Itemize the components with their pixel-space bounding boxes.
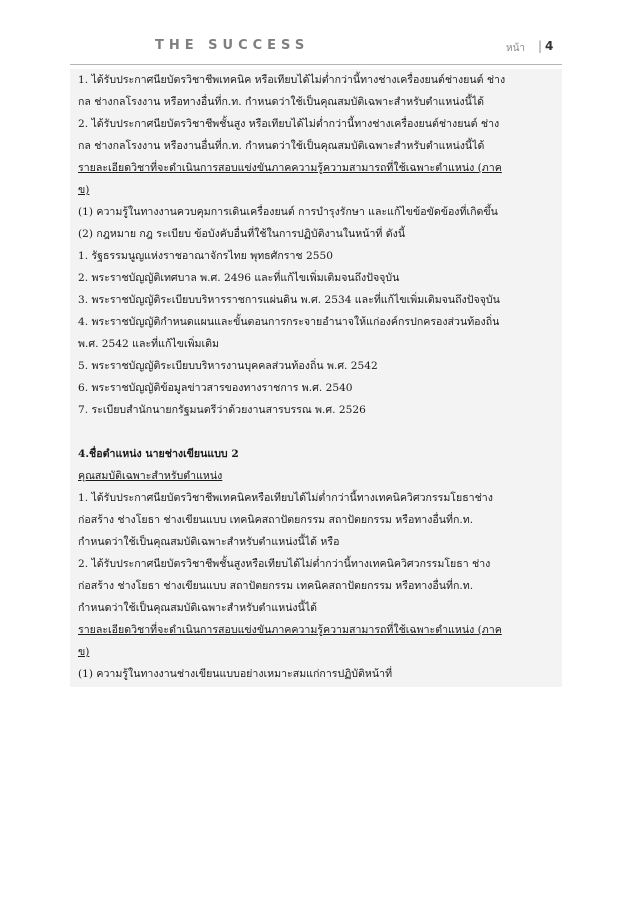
text-line: 2. ได้รับประกาศนียบัตรวิชาชีพชั้นสูง หรือเทียบได้ไม่ต่ำกว่านี้ทางช่างเครื่องยนต์ช่างยนต์ ช่าง: [78, 118, 500, 130]
text-line: กล ช่างกลโรงงาน หรือทางอื่นที่ก.ท. กำหนดว่าใช้เป็นคุณสมบัติเฉพาะสำหรับตำแหน่งนี้ได้: [78, 96, 485, 108]
text-line: รายละเอียดวิชาที่จะดำเนินการสอบแข่งขันภาคความรู้ความสามารถที่ใช้เฉพาะตำแหน่ง (ภาค: [78, 624, 502, 636]
page-separator: |: [538, 39, 543, 53]
page-number: 4: [545, 39, 554, 53]
document-body: [70, 69, 562, 687]
text-line: 1. ได้รับประกาศนียบัตรวิชาชีพเทคนิค หรือเทียบได้ไม่ต่ำกว่านี้ทางช่างเครื่องยนต์ช่างยนต์ ช่าง: [78, 74, 506, 86]
text-line: 3. พระราชบัญญัติระเบียบบริหารราชการแผ่นดิน พ.ศ. 2534 และที่แก้ไขเพิ่มเติมจนถึงปัจจุบัน: [78, 294, 500, 306]
text-line: 2. พระราชบัญญัติเทศบาล พ.ศ. 2496 และที่แก้ไขเพิ่มเติมจนถึงปัจจุบัน: [78, 272, 400, 284]
text-line: ข): [78, 646, 90, 658]
header-divider: [70, 64, 562, 65]
text-line: ก่อสร้าง ช่างโยธา ช่างเขียนแบบ เทคนิคสถาปัตยกรรม สถาปัตยกรรม หรือทางอื่นที่ก.ท.: [78, 514, 474, 526]
text-line: 1. รัฐธรรมนูญแห่งราชอาณาจักรไทย พุทธศักราช 2550: [78, 250, 333, 262]
page-label: หน้า: [506, 43, 526, 54]
text-line: (1) ความรู้ในทางงานควบคุมการเดินเครื่องยนต์ การบำรุงรักษา และแก้ไขข้อขัดข้องที่เกิดขึ้น: [78, 206, 498, 218]
text-line: พ.ศ. 2542 และที่แก้ไขเพิ่มเติม: [78, 338, 220, 350]
text-line: 6. พระราชบัญญัติข้อมูลข่าวสารของทางราชการ พ.ศ. 2540: [78, 382, 353, 394]
header-brand: THE SUCCESS: [155, 38, 310, 53]
text-line: 5. พระราชบัญญัติระเบียบบริหารงานบุคคลส่วนท้องถิ่น พ.ศ. 2542: [78, 360, 378, 372]
text-line: 4. พระราชบัญญัติกำหนดแผนและขั้นตอนการกระจายอำนาจให้แก่องค์กรปกครองส่วนท้องถิ่น: [78, 316, 500, 328]
text-line: ข): [78, 184, 90, 196]
text-line: รายละเอียดวิชาที่จะดำเนินการสอบแข่งขันภาคความรู้ความสามารถที่ใช้เฉพาะตำแหน่ง (ภาค: [78, 162, 502, 174]
text-line: 7. ระเบียบสำนักนายกรัฐมนตรีว่าด้วยงานสารบรรณ พ.ศ. 2526: [78, 404, 366, 416]
text-line: 4.ชื่อตำแหน่ง นายช่างเขียนแบบ 2: [78, 448, 239, 460]
text-line: กำหนดว่าใช้เป็นคุณสมบัติเฉพาะสำหรับตำแหน่งนี้ได้ หรือ: [78, 536, 340, 548]
text-line: กล ช่างกลโรงงาน หรืองานอื่นที่ก.ท. กำหนดว่าใช้เป็นคุณสมบัติเฉพาะสำหรับตำแหน่งนี้ได้: [78, 140, 485, 152]
text-line: 1. ได้รับประกาศนียบัตรวิชาชีพเทคนิคหรือเทียบได้ไม่ต่ำกว่านี้ทางเทคนิควิศวกรรมโยธาช่าง: [78, 492, 493, 504]
text-line: ก่อสร้าง ช่างโยธา ช่างเขียนแบบ สถาปัตยกรรม เทคนิคสถาปัตยกรรม หรือทางอื่นที่ก.ท.: [78, 580, 474, 592]
blank-line: [78, 421, 562, 443]
text-line: 2. ได้รับประกาศนียบัตรวิชาชีพชั้นสูงหรือเทียบได้ไม่ต่ำกว่านี้ทางเทคนิควิศวกรรมโยธา ช่าง: [78, 558, 491, 570]
page-header: [0, 38, 638, 58]
text-line: (2) กฎหมาย กฎ ระเบียบ ข้อบังคับอื่นที่ใช้ในการปฏิบัติงานในหน้าที่ ดังนี้: [78, 228, 406, 240]
text-line: กำหนดว่าใช้เป็นคุณสมบัติเฉพาะสำหรับตำแหน่งนี้ได้: [78, 602, 318, 614]
text-line: คุณสมบัติเฉพาะสำหรับตำแหน่ง: [78, 470, 223, 482]
text-line: (1) ความรู้ในทางงานช่างเขียนแบบอย่างเหมาะสมแก่การปฏิบัติหน้าที่: [78, 668, 393, 680]
